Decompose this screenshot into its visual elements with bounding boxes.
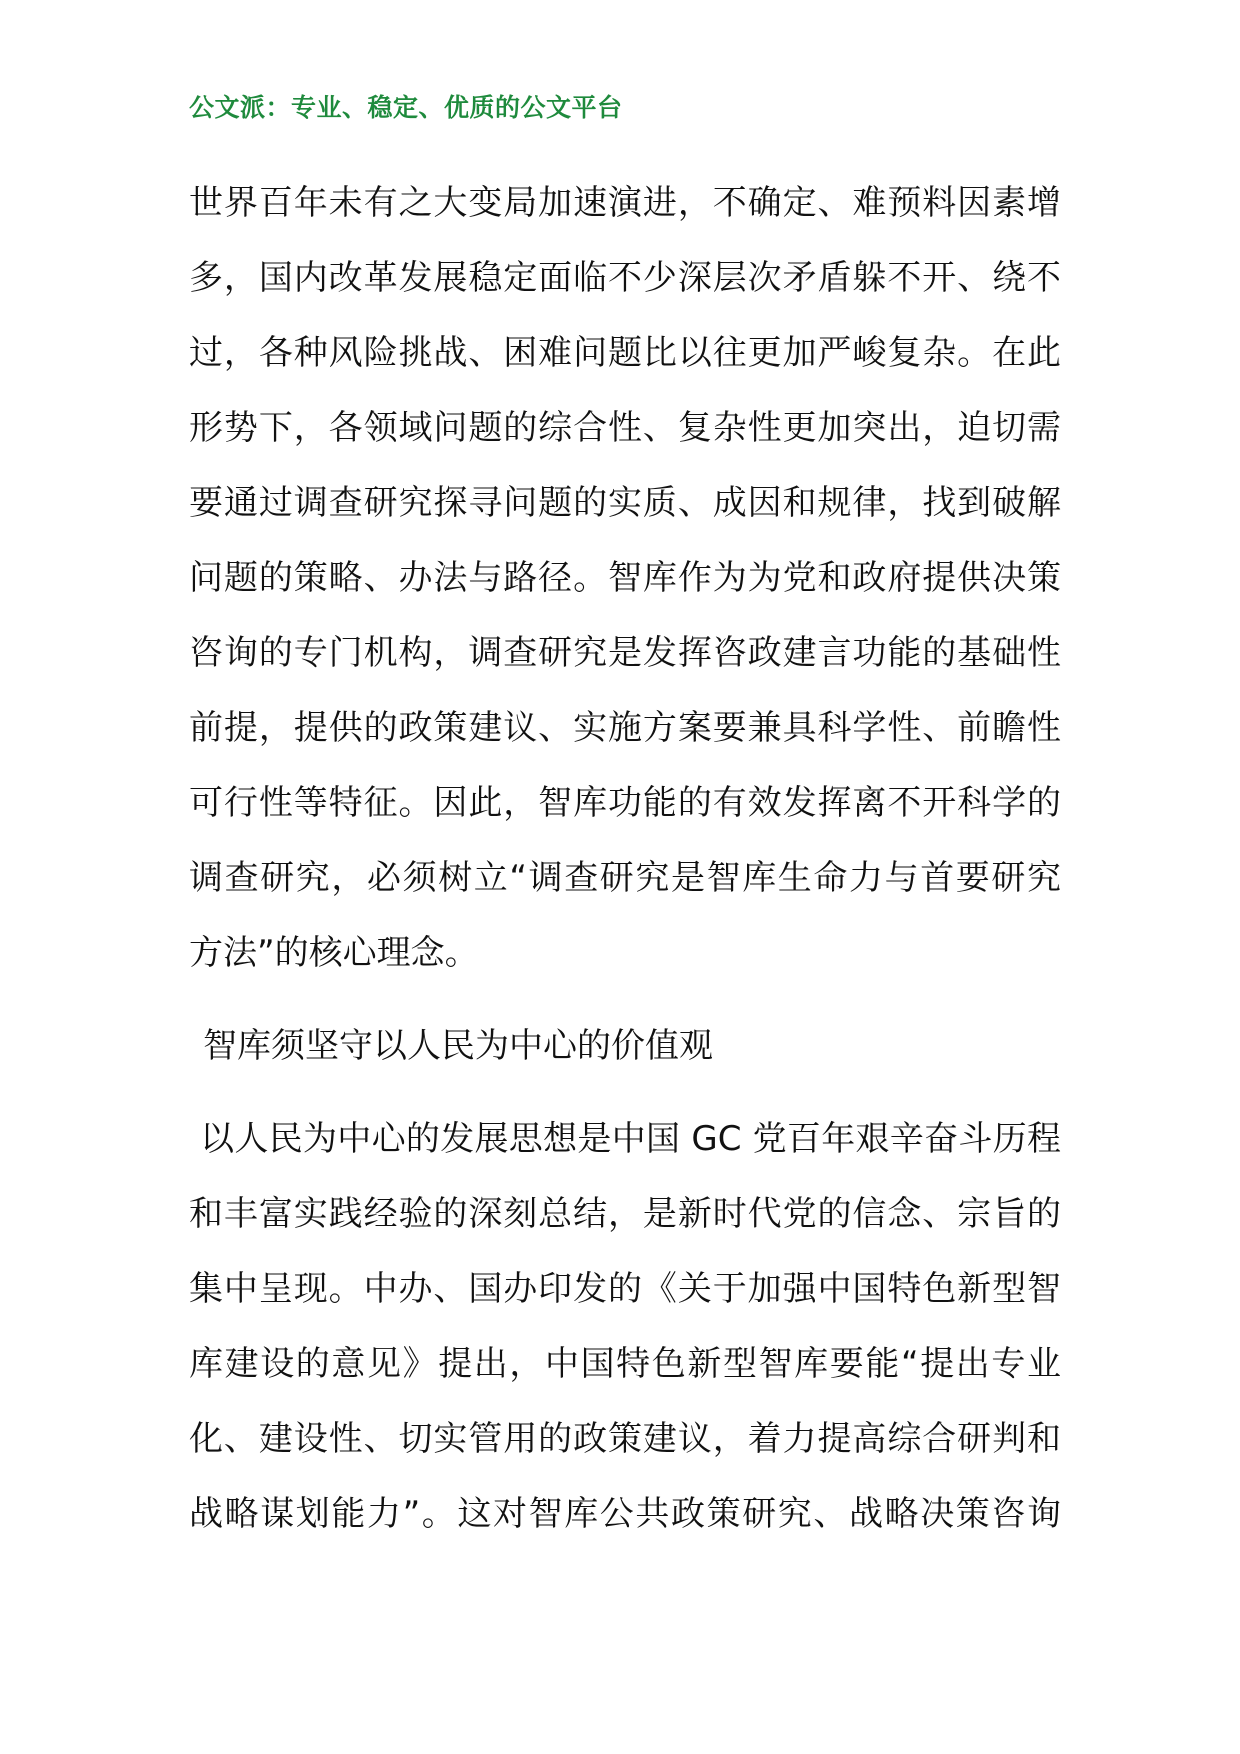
paragraph-line: 调查研究，必须树立“调查研究是智库生命力与首要研究 (189, 858, 1061, 898)
paragraph-line: 前提，提供的政策建议、实施方案要兼具科学性、前瞻性 (189, 708, 1061, 748)
paragraph-1 (189, 166, 1061, 991)
paragraph-line: 方法”的核心理念。 (189, 933, 479, 973)
spacer (189, 1084, 1061, 1102)
document-body (189, 166, 1061, 1552)
paragraph-line: 世界百年未有之大变局加速演进，不确定、难预料因素增 (189, 183, 1061, 223)
paragraph-line: 可行性等特征。因此，智库功能的有效发挥离不开科学的 (189, 783, 1061, 823)
paragraph-line: 形势下，各领域问题的综合性、复杂性更加突出，迫切需 (189, 408, 1061, 448)
paragraph-line: 和丰富实践经验的深刻总结，是新时代党的信念、宗旨的 (189, 1194, 1061, 1234)
paragraph-line: 库建设的意见》提出，中国特色新型智库要能“提出专业 (189, 1344, 1061, 1384)
paragraph-line: 集中呈现。中办、国办印发的《关于加强中国特色新型智 (189, 1269, 1061, 1309)
paragraph-line: 问题的策略、办法与路径。智库作为为党和政府提供决策 (189, 558, 1061, 598)
paragraph-line: 以人民为中心的发展思想是中国 GC 党百年艰辛奋斗历程 (189, 1119, 1061, 1159)
header-title: 公文派：专业、稳定、优质的公文平台 (189, 93, 623, 122)
paragraph-2 (189, 1102, 1061, 1552)
paragraph-line: 多，国内改革发展稳定面临不少深层次矛盾躲不开、绕不 (189, 258, 1061, 298)
section-heading: 智库须坚守以人民为中心的价值观 (203, 1026, 713, 1066)
paragraph-line: 咨询的专门机构，调查研究是发挥咨政建言功能的基础性 (189, 633, 1061, 673)
paragraph-line: 战略谋划能力”。这对智库公共政策研究、战略决策咨询 (189, 1494, 1061, 1534)
paragraph-line: 过，各种风险挑战、困难问题比以往更加严峻复杂。在此 (189, 333, 1061, 373)
paragraph-line: 要通过调查研究探寻问题的实质、成因和规律，找到破解 (189, 483, 1061, 523)
paragraph-line: 化、建设性、切实管用的政策建议，着力提高综合研判和 (189, 1419, 1061, 1459)
